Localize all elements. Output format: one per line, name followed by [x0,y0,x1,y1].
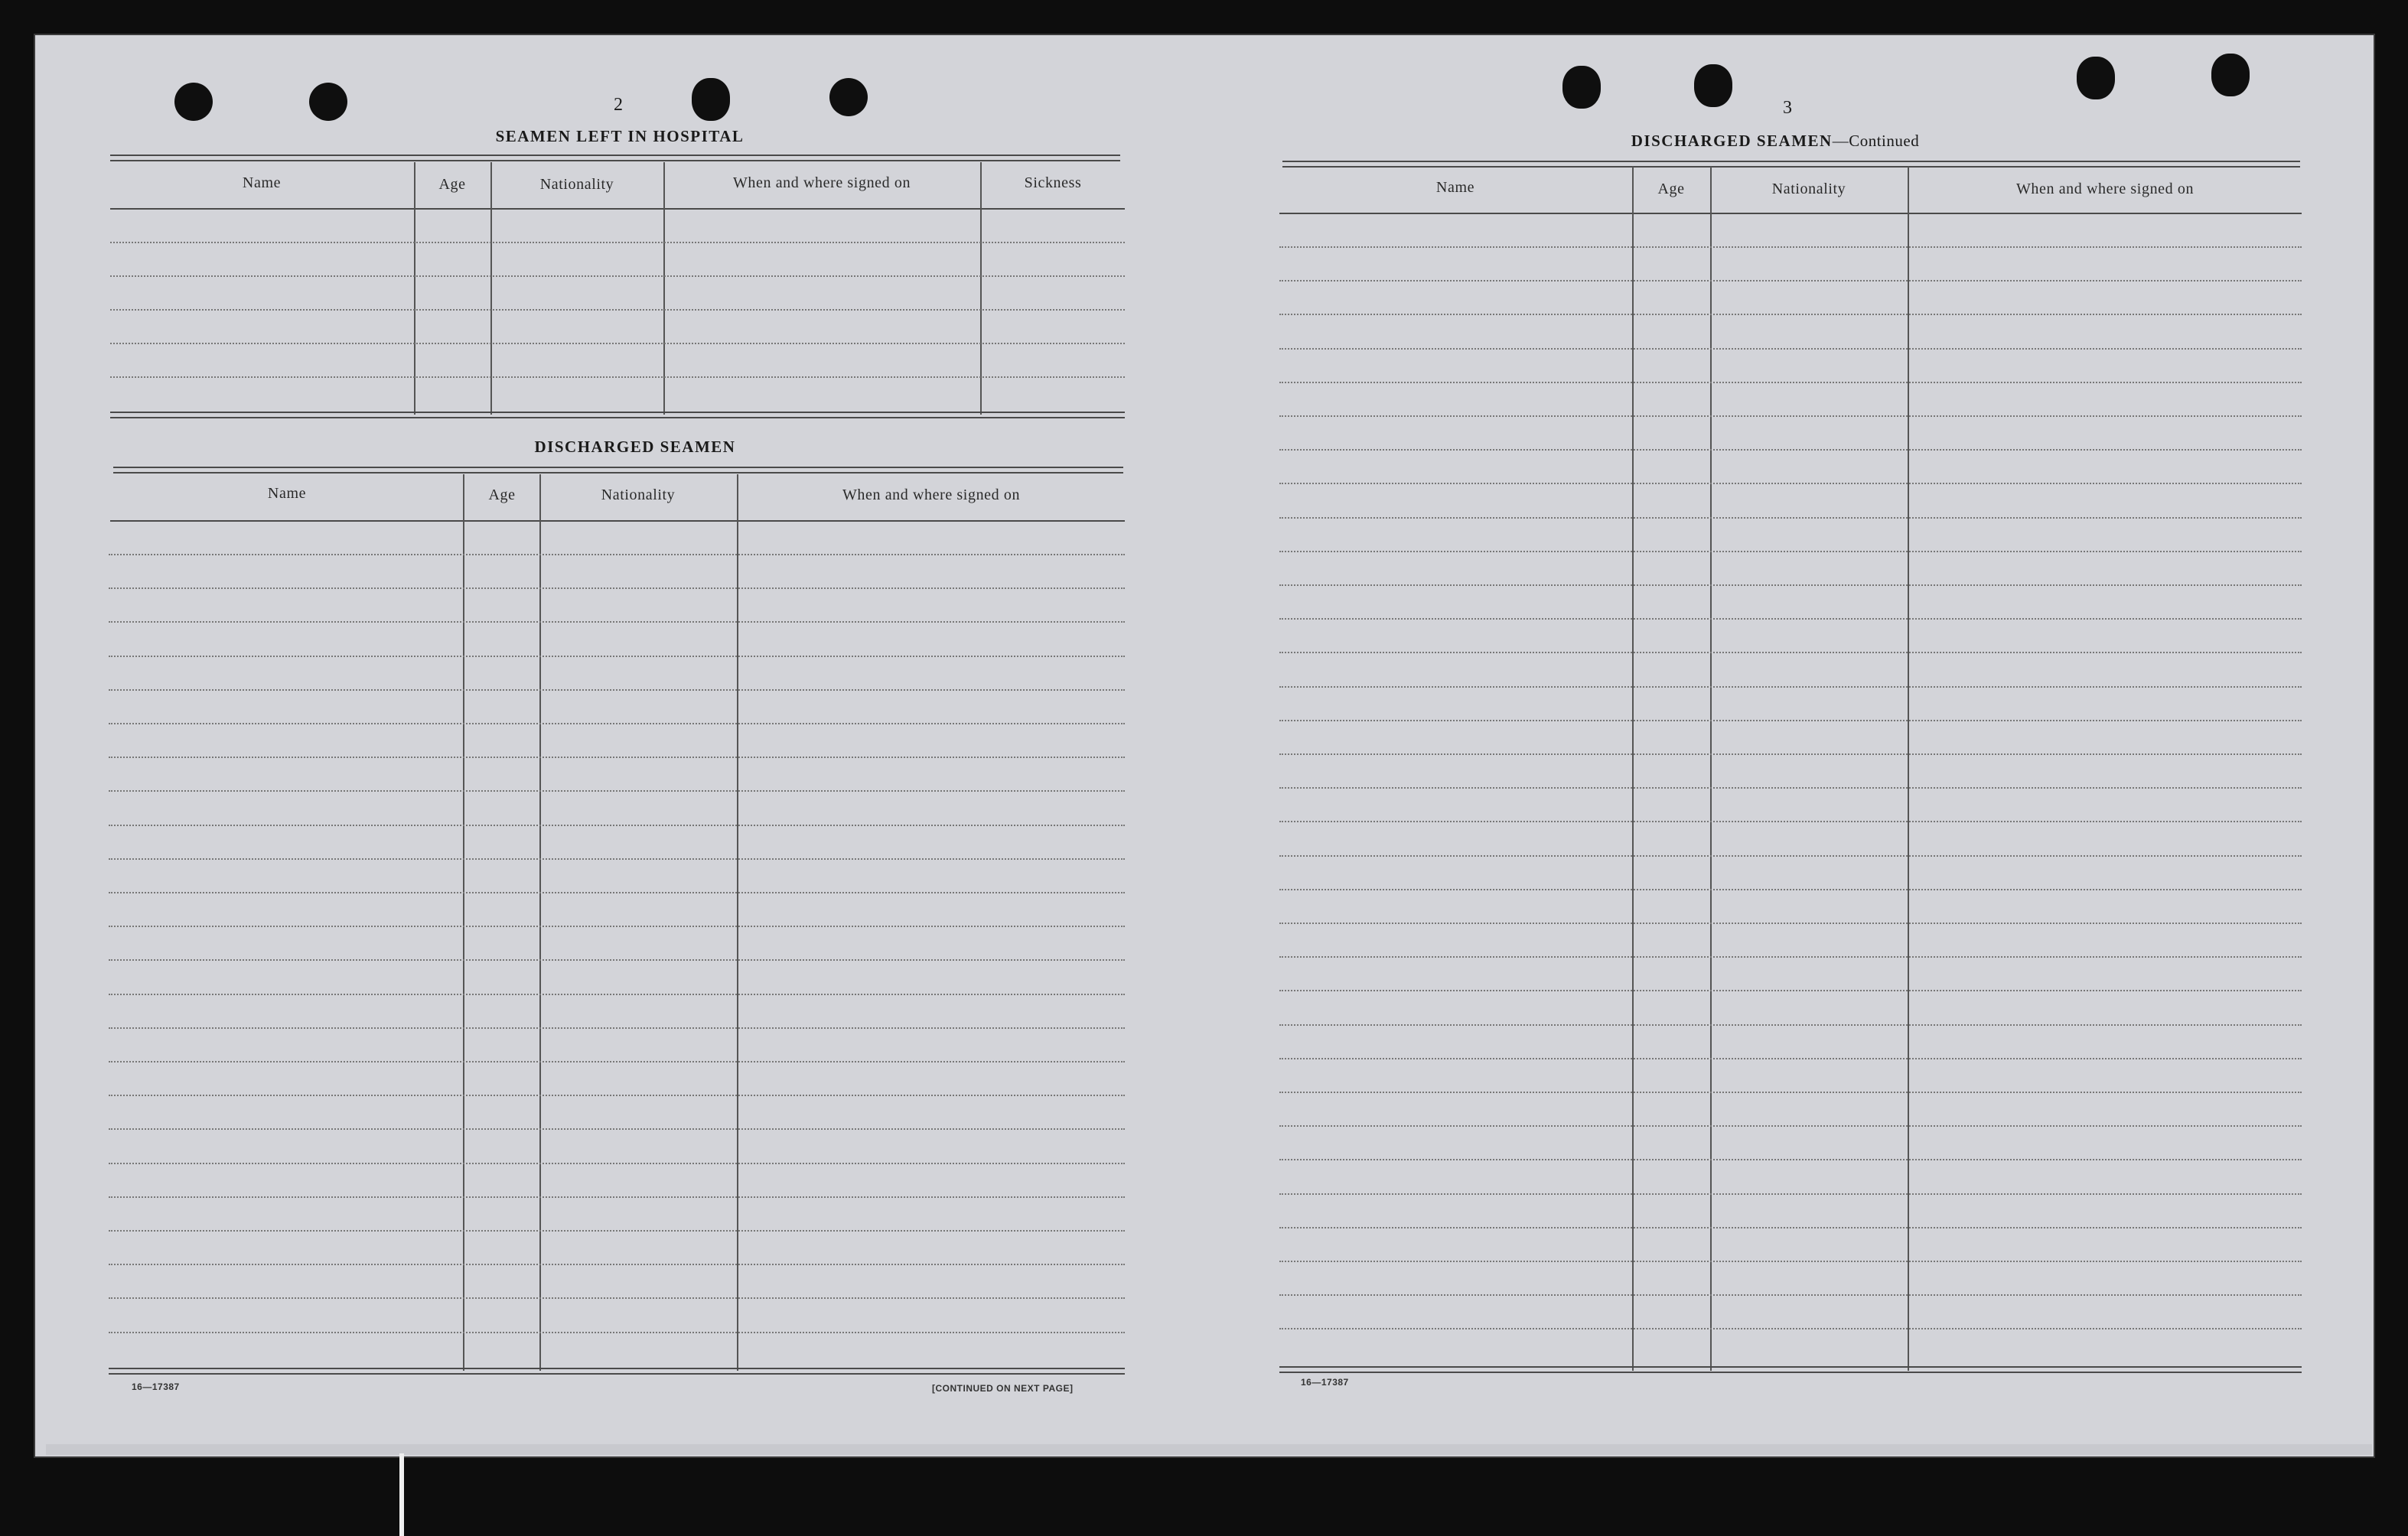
column-header-nationality: Nationality [539,176,614,193]
blank-row [1279,415,2302,417]
column-divider [463,474,464,1371]
discharged-top-rule [1282,161,2300,168]
blank-row [1279,517,2302,519]
blank-row [109,994,1125,995]
column-divider [737,474,738,1371]
blank-row [1279,246,2302,248]
discharged-header-rule [1279,213,2302,214]
hospital-header-rule [110,208,1125,210]
blank-row [1279,753,2302,755]
punch-hole [174,83,213,121]
page-number: 3 [1783,98,1792,118]
blank-row [1279,821,2302,822]
blank-row [1279,1092,2302,1093]
blank-row [1279,348,2302,350]
column-divider [539,474,541,1371]
blank-row [1279,280,2302,281]
blank-row [1279,652,2302,653]
hospital-top-rule [110,155,1120,161]
punch-hole [692,78,730,121]
blank-row [109,858,1125,860]
column-header-name: Name [267,485,307,502]
hospital-section-title: SEAMEN LEFT IN HOSPITAL [495,127,745,145]
title-main: DISCHARGED SEAMEN [1631,132,1833,150]
blank-row [109,825,1125,826]
blank-row [1279,686,2302,688]
blank-row [109,587,1125,589]
blank-row [1279,1058,2302,1059]
blank-row [109,554,1125,555]
discharged-top-rule [113,467,1123,473]
blank-row [1279,889,2302,890]
discharged-section-title: DISCHARGED SEAMEN [534,438,736,456]
continued-note: [CONTINUED ON NEXT PAGE] [932,1383,1074,1394]
blank-row [1279,314,2302,315]
blank-row [1279,1159,2302,1160]
hospital-bottom-rule [110,412,1125,418]
blank-row [110,242,1125,243]
blank-row [109,892,1125,893]
blank-row [109,1027,1125,1029]
blank-row [109,1230,1125,1232]
discharged-header-rule [110,520,1125,522]
discharged-continued-title [1538,132,2012,151]
page-number: 2 [614,95,623,115]
punch-hole [1562,66,1601,109]
blank-row [1279,1294,2302,1296]
blank-row [109,1332,1125,1333]
blank-row [1279,551,2302,552]
blank-row [1279,1193,2302,1195]
blank-row [1279,1125,2302,1127]
blank-row [1279,1328,2302,1329]
blank-row [109,723,1125,724]
blank-row [109,1095,1125,1096]
column-header-age: Age [488,487,516,503]
punch-hole [309,83,347,121]
blank-row [1279,990,2302,991]
blank-row [1279,382,2302,383]
blank-row [1279,449,2302,451]
blank-row [109,656,1125,657]
punch-hole [2211,54,2250,96]
blank-row [109,621,1125,623]
blank-row [1279,584,2302,586]
blank-row [110,343,1125,344]
column-header-name: Name [1435,179,1475,196]
punch-hole [1694,64,1732,107]
column-header-signed-on: When and where signed on [732,174,911,191]
column-header-sickness: Sickness [1024,174,1082,191]
blank-row [109,790,1125,792]
column-header-nationality: Nationality [601,487,676,503]
blank-row [110,275,1125,277]
blank-row [1279,855,2302,857]
blank-row [1279,923,2302,924]
blank-row [109,959,1125,961]
column-header-age: Age [438,176,466,193]
discharged-bottom-rule [109,1368,1125,1375]
blank-row [1279,483,2302,484]
title-suffix: —Continued [1832,132,1920,150]
blank-row [1279,1261,2302,1262]
form-number: 16—17387 [132,1381,180,1392]
blank-row [1279,618,2302,620]
column-header-signed-on: When and where signed on [2015,181,2195,197]
sheet-edge [46,1444,2372,1455]
blank-row [109,1297,1125,1299]
scan-artifact [399,1453,404,1536]
column-header-age: Age [1657,181,1685,197]
blank-row [109,689,1125,691]
blank-row [1279,956,2302,958]
form-number: 16—17387 [1301,1377,1349,1388]
blank-row [109,1264,1125,1265]
punch-hole [2077,57,2115,99]
blank-row [109,1163,1125,1164]
blank-row [109,926,1125,927]
column-header-name: Name [242,174,282,191]
blank-row [1279,1024,2302,1026]
blank-row [1279,787,2302,789]
blank-row [109,757,1125,758]
column-header-signed-on: When and where signed on [842,487,1021,503]
blank-row [109,1128,1125,1130]
blank-row [1279,720,2302,721]
blank-row [110,376,1125,378]
blank-row [109,1061,1125,1063]
discharged-bottom-rule [1279,1366,2302,1373]
blank-row [109,1196,1125,1198]
blank-row [1279,1227,2302,1228]
punch-hole [829,78,868,116]
column-header-nationality: Nationality [1771,181,1846,197]
blank-row [110,309,1125,311]
